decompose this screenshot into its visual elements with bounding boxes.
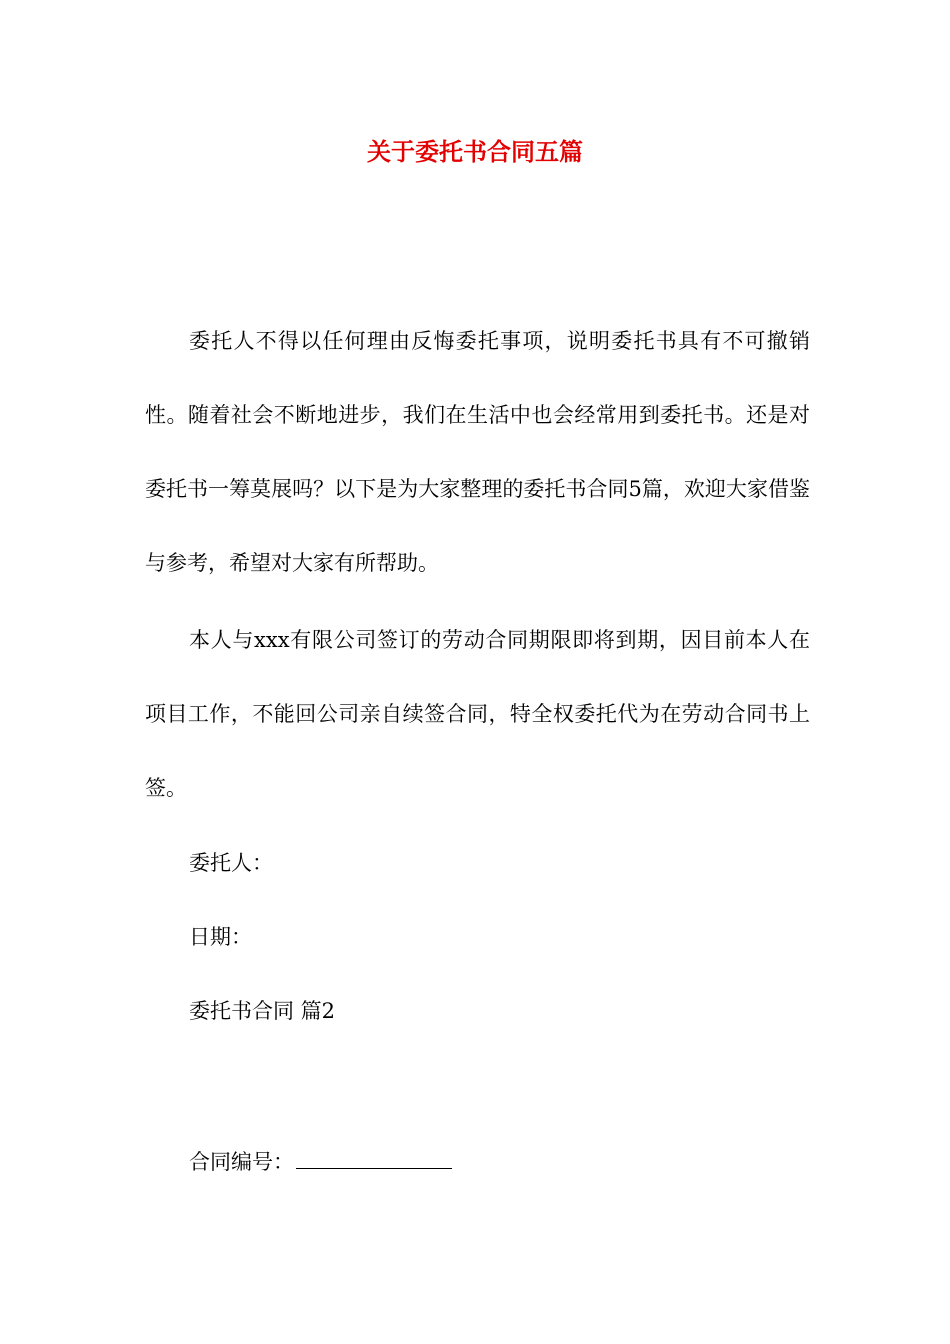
intro-paragraph: 委托人不得以任何理由反悔委托事项，说明委托书具有不可撤销性。随着社会不断地进步，我们在生活中也会经常用到委托书。还是对委托书一筹莫展吗？以下是为大家整理的委托书合同5篇，欢迎大家借鉴与参考，希望对大家有所帮助。 xyxy=(145,329,810,575)
delegation-paragraph: 本人与xxx有限公司签订的劳动合同期限即将到期，因目前本人在项目工作，不能回公司亲自续签合同，特全权委托代为在劳动合同书上签。 xyxy=(145,628,810,800)
contract-number-label: 合同编号： xyxy=(189,1150,294,1174)
section-heading: 委托书合同 篇2 xyxy=(189,999,336,1023)
date-label: 日期： xyxy=(189,925,252,949)
signer-label: 委托人： xyxy=(189,851,273,875)
contract-number-line xyxy=(189,1144,452,1180)
document-title: 关于委托书合同五篇 xyxy=(367,137,583,166)
contract-number-blank xyxy=(296,1144,452,1169)
